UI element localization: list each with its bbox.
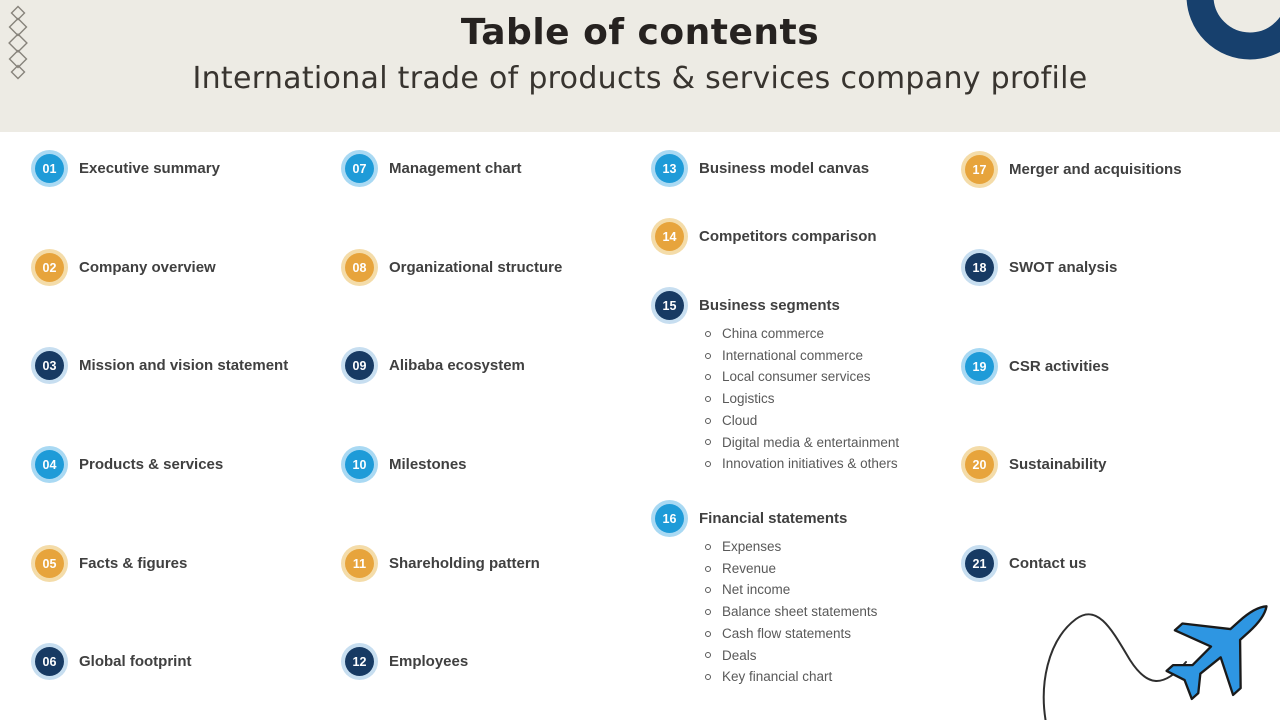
toc-item-facts-figures bbox=[31, 547, 187, 580]
toc-item-label: Employees bbox=[389, 653, 469, 670]
toc-item-label: Sustainability bbox=[1009, 456, 1107, 473]
item-number-badge: 13 bbox=[655, 154, 684, 183]
sub-item: Revenue bbox=[705, 558, 877, 580]
sub-item: Net income bbox=[705, 579, 877, 601]
toc-item-merger-acquisitions bbox=[961, 153, 1182, 186]
sub-item: Innovation initiatives & others bbox=[705, 453, 899, 475]
item-number-badge: 17 bbox=[965, 155, 994, 184]
item-number-badge: 19 bbox=[965, 352, 994, 381]
item-number-badge: 07 bbox=[345, 154, 374, 183]
item-number-badge: 02 bbox=[35, 253, 64, 282]
flight-trail-line bbox=[1044, 614, 1186, 720]
toc-item-organizational-structure bbox=[341, 251, 562, 284]
circle-bullet-icon bbox=[705, 396, 711, 402]
item-number-badge: 06 bbox=[35, 647, 64, 676]
toc-item-shareholding-pattern bbox=[341, 547, 540, 580]
toc-item-label: Contact us bbox=[1009, 555, 1087, 572]
toc-item-label: Organizational structure bbox=[389, 259, 563, 276]
toc-item-milestones bbox=[341, 448, 467, 481]
toc-item-label: Alibaba ecosystem bbox=[389, 357, 525, 374]
item-number-badge: 03 bbox=[35, 351, 64, 380]
sub-item: Logistics bbox=[705, 388, 899, 410]
toc-item-label: Business segments bbox=[699, 297, 840, 314]
toc-item-mission-vision bbox=[31, 349, 288, 382]
sub-item: China commerce bbox=[705, 323, 899, 345]
diamond-chain-icon bbox=[4, 2, 34, 82]
toc-item-alibaba-ecosystem bbox=[341, 349, 525, 382]
toc-item-label: Milestones bbox=[389, 456, 467, 473]
toc-item-company-overview bbox=[31, 251, 216, 284]
item-number-badge: 15 bbox=[655, 291, 684, 320]
circle-bullet-icon bbox=[705, 609, 711, 615]
toc-item-sustainability bbox=[961, 448, 1107, 481]
toc-item-label: Company overview bbox=[79, 259, 216, 276]
toc-item-label: Shareholding pattern bbox=[389, 555, 540, 572]
circle-bullet-icon bbox=[705, 566, 711, 572]
toc-item-label: CSR activities bbox=[1009, 358, 1110, 375]
toc-item-executive-summary bbox=[31, 152, 220, 185]
sub-item: Cloud bbox=[705, 410, 899, 432]
item-number-badge: 21 bbox=[965, 549, 994, 578]
toc-item-management-chart bbox=[341, 152, 522, 185]
sub-item: Key financial chart bbox=[705, 666, 877, 688]
item-number-badge: 04 bbox=[35, 450, 64, 479]
circle-bullet-icon bbox=[705, 418, 711, 424]
toc-item-label: Mission and vision statement bbox=[79, 357, 289, 374]
toc-item-global-footprint bbox=[31, 645, 191, 678]
sub-item: Digital media & entertainment bbox=[705, 432, 899, 454]
toc-item-label: SWOT analysis bbox=[1009, 259, 1118, 276]
circle-bullet-icon bbox=[705, 631, 711, 637]
sub-item-list bbox=[699, 536, 877, 688]
item-number-badge: 14 bbox=[655, 222, 684, 251]
item-number-badge: 01 bbox=[35, 154, 64, 183]
page-subtitle: International trade of products & services company profile bbox=[192, 61, 1088, 96]
toc-item-csr-activities bbox=[961, 350, 1109, 383]
item-number-badge: 10 bbox=[345, 450, 374, 479]
toc-item-competitors-comparison bbox=[651, 220, 877, 253]
circle-bullet-icon bbox=[705, 544, 711, 550]
slide-header bbox=[0, 0, 1280, 132]
sub-item: Balance sheet statements bbox=[705, 601, 877, 623]
circle-bullet-icon bbox=[705, 353, 711, 359]
circle-bullet-icon bbox=[705, 652, 711, 658]
circle-bullet-icon bbox=[705, 587, 711, 593]
toc-item-financial-statements bbox=[651, 502, 877, 688]
sub-item: Cash flow statements bbox=[705, 623, 877, 645]
sub-item: International commerce bbox=[705, 345, 899, 367]
toc-item-label: Financial statements bbox=[699, 510, 848, 527]
toc-item-label: Management chart bbox=[389, 160, 522, 177]
circle-bullet-icon bbox=[705, 674, 711, 680]
toc-item-business-segments bbox=[651, 289, 899, 475]
item-number-badge: 16 bbox=[655, 504, 684, 533]
circle-bullet-icon bbox=[705, 461, 711, 467]
toc-item-label: Global footprint bbox=[79, 653, 192, 670]
circle-bullet-icon bbox=[705, 374, 711, 380]
toc-item-products-services bbox=[31, 448, 223, 481]
circle-bullet-icon bbox=[705, 331, 711, 337]
item-number-badge: 12 bbox=[345, 647, 374, 676]
circle-bullet-icon bbox=[705, 439, 711, 445]
toc-item-label: Merger and acquisitions bbox=[1009, 161, 1182, 178]
page-title: Table of contents bbox=[460, 12, 820, 53]
toc-item-label: Products & services bbox=[79, 456, 224, 473]
sub-item: Local consumer services bbox=[705, 366, 899, 388]
toc-item-contact-us bbox=[961, 547, 1087, 580]
sub-item-list bbox=[699, 323, 899, 475]
item-number-badge: 09 bbox=[345, 351, 374, 380]
toc-item-label: Executive summary bbox=[79, 160, 220, 177]
item-number-badge: 11 bbox=[345, 549, 374, 578]
item-number-badge: 18 bbox=[965, 253, 994, 282]
item-number-badge: 05 bbox=[35, 549, 64, 578]
item-number-badge: 20 bbox=[965, 450, 994, 479]
item-number-badge: 08 bbox=[345, 253, 374, 282]
toc-item-label: Business model canvas bbox=[699, 160, 870, 177]
toc-item-business-model-canvas bbox=[651, 152, 869, 185]
toc-item-employees bbox=[341, 645, 468, 678]
sub-item: Deals bbox=[705, 645, 877, 667]
toc-item-swot-analysis bbox=[961, 251, 1117, 284]
toc-item-label: Facts & figures bbox=[79, 555, 188, 572]
toc-item-label: Competitors comparison bbox=[699, 228, 877, 245]
sub-item: Expenses bbox=[705, 536, 877, 558]
